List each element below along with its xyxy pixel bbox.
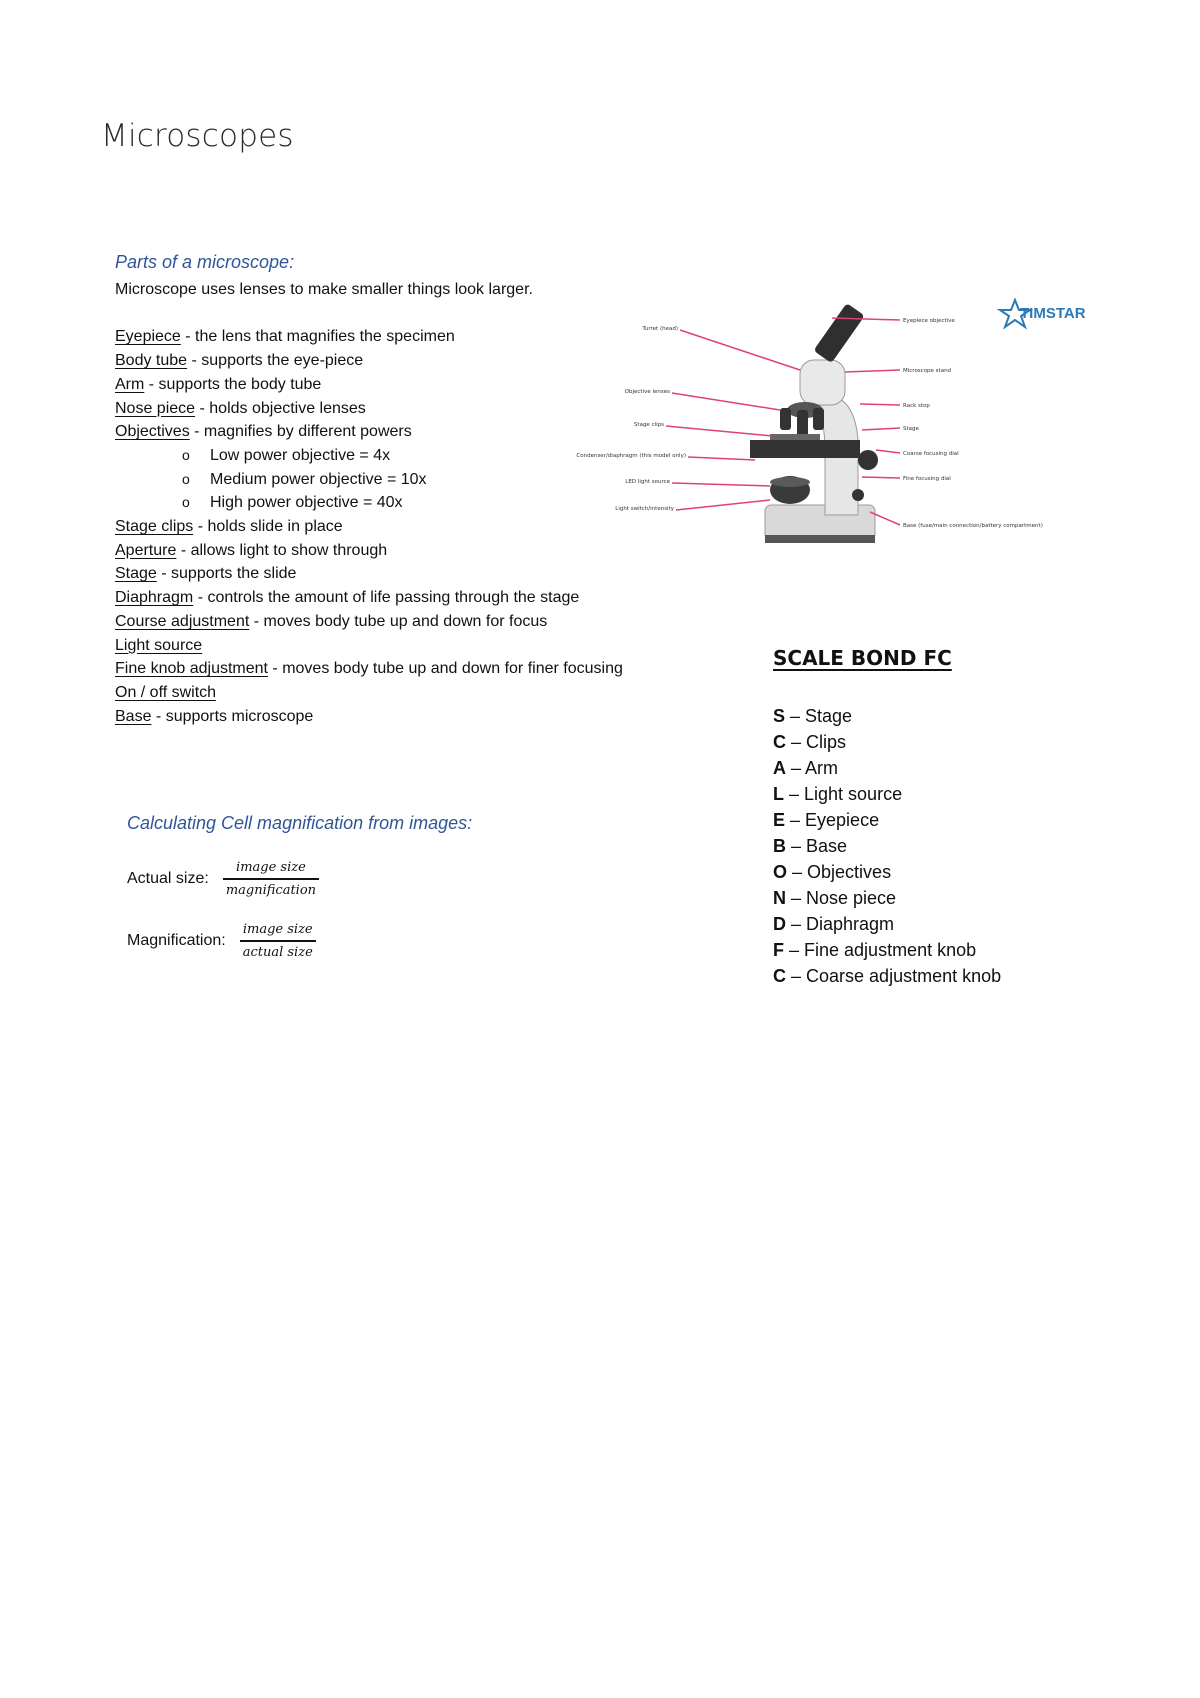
- mnemonic-letter: C: [773, 966, 786, 986]
- part-item: [115, 397, 623, 421]
- figure-label: Light switch/intensity: [615, 506, 674, 512]
- part-item: [115, 562, 623, 586]
- part-term: Stage: [115, 565, 157, 583]
- part-item: [115, 420, 623, 444]
- part-desc: - allows light to show through: [176, 541, 388, 559]
- mnemonic-item: [773, 833, 1001, 859]
- part-term: Arm: [115, 375, 145, 393]
- part-term: On / off switch: [115, 683, 217, 701]
- mnemonic-letter: S: [773, 706, 786, 726]
- microscope-stage: [750, 440, 860, 458]
- mnemonic-word: Eyepiece: [805, 810, 880, 830]
- part-term: Course adjustment: [115, 612, 250, 630]
- fraction-denominator: magnification: [225, 882, 317, 898]
- formula-label: Magnification:: [127, 931, 226, 949]
- objective-text: High power objective = 40x: [210, 494, 403, 512]
- mnemonic-item: [773, 859, 1001, 885]
- mnemonic-dash: –: [787, 862, 808, 882]
- figure-label: Turret (head): [642, 326, 678, 332]
- part-item: [115, 586, 623, 610]
- part-desc: - moves body tube up and down for focus: [249, 612, 548, 630]
- mnemonic-item: [773, 807, 1001, 833]
- mnemonic-item: [773, 937, 1001, 963]
- parts-intro: Microscope uses lenses to make smaller things look larger.: [115, 281, 533, 298]
- microscope-head: [800, 360, 845, 405]
- mnemonic-word: Stage: [805, 706, 853, 726]
- figure-label: Eyepiece objective: [903, 318, 955, 324]
- part-item: [115, 705, 623, 729]
- part-term: Fine knob adjustment: [115, 660, 268, 678]
- part-desc: - supports the body tube: [144, 375, 322, 393]
- figure-label: Objective lenses: [624, 389, 670, 395]
- part-desc: - the lens that magnifies the specimen: [180, 328, 455, 346]
- mnemonic-dash: –: [786, 732, 807, 752]
- objective-lens: [813, 408, 824, 430]
- part-item: [115, 373, 623, 397]
- mnemonic-word: Nose piece: [806, 888, 897, 908]
- figure-label: LED light source: [625, 479, 670, 485]
- figure-label: Stage clips: [633, 422, 664, 428]
- part-desc: - controls the amount of life passing through the stage: [193, 589, 580, 607]
- mnemonic-list: [773, 703, 1001, 989]
- mnemonic-item: [773, 729, 1001, 755]
- part-desc: - holds objective lenses: [195, 399, 366, 417]
- fraction-numerator: image size: [236, 860, 306, 875]
- blank-line: [115, 302, 623, 326]
- fraction-denominator: actual size: [242, 944, 313, 960]
- mnemonic-dash: –: [784, 940, 805, 960]
- part-desc: - supports the eye-piece: [187, 352, 364, 370]
- mnemonic-title: SCALE BOND FC: [773, 646, 952, 670]
- mnemonic-item: [773, 885, 1001, 911]
- bullet-icon: o: [182, 470, 190, 487]
- mnemonic-word: Objectives: [807, 862, 892, 882]
- figure-label: Condenser/diaphragm (this model only): [576, 453, 686, 459]
- parts-list: [115, 278, 623, 728]
- part-item: [115, 634, 623, 658]
- eyepiece-tube: [813, 303, 864, 363]
- timstar-logo: [1000, 300, 1086, 327]
- figure-label: Coarse focusing dial: [903, 451, 959, 457]
- mnemonic-dash: –: [784, 784, 805, 804]
- mnemonic-dash: –: [786, 758, 806, 778]
- part-term: Diaphragm: [115, 589, 194, 607]
- objective-text: Low power objective = 4x: [210, 446, 391, 464]
- figure-label: Stage: [903, 426, 919, 432]
- fraction: [223, 860, 319, 898]
- mnemonic-letter: B: [773, 836, 786, 856]
- magnification-formula: [127, 922, 316, 960]
- brand-text: TIMSTAR: [1020, 305, 1086, 322]
- objective-text: Medium power objective = 10x: [210, 470, 427, 488]
- mnemonic-dash: –: [786, 966, 807, 986]
- fraction: [240, 922, 316, 960]
- objectives-sublist: [115, 444, 623, 515]
- mnemonic-letter: F: [773, 940, 784, 960]
- mnemonic-word: Light source: [804, 784, 903, 804]
- mnemonic-dash: –: [786, 888, 807, 908]
- mnemonic-letter: C: [773, 732, 786, 752]
- mnemonic-dash: –: [786, 836, 807, 856]
- mnemonic-item: [773, 755, 1001, 781]
- part-item: [115, 539, 623, 563]
- mnemonic-item: [773, 963, 1001, 989]
- actual-size-formula: [127, 860, 319, 898]
- mnemonic-item: [773, 703, 1001, 729]
- mnemonic-word: Clips: [806, 732, 847, 752]
- mnemonic-item: [773, 911, 1001, 937]
- mnemonic-dash: –: [785, 706, 806, 726]
- figure-label: Microscope stand: [903, 368, 952, 374]
- part-item: [115, 325, 623, 349]
- calc-heading: Calculating Cell magnification from images:: [127, 813, 473, 833]
- part-desc: - supports microscope: [151, 707, 314, 725]
- figure-labels-right: [903, 318, 1043, 529]
- mnemonic-word: Base: [806, 836, 848, 856]
- microscope-diagram: [576, 300, 1100, 580]
- figure-label: Fine focusing dial: [903, 476, 951, 482]
- part-desc: - magnifies by different powers: [189, 423, 412, 441]
- bullet-icon: o: [182, 446, 190, 463]
- mnemonic-word: Fine adjustment knob: [804, 940, 977, 960]
- fraction-bar: [240, 940, 316, 942]
- part-item: [115, 610, 623, 634]
- part-desc: - supports the slide: [156, 565, 297, 583]
- fraction-bar: [223, 878, 319, 880]
- part-term: Nose piece: [115, 399, 196, 417]
- base-foot: [765, 535, 875, 543]
- mnemonic-dash: –: [785, 810, 806, 830]
- mnemonic-letter: D: [773, 914, 786, 934]
- part-term: Light source: [115, 636, 203, 654]
- formula-label: Actual size:: [127, 869, 209, 887]
- part-term: Objectives: [115, 423, 190, 441]
- mnemonic-word: Diaphragm: [806, 914, 895, 934]
- part-item: [115, 349, 623, 373]
- objectives-sublist-wrap: [115, 444, 623, 515]
- part-desc: - holds slide in place: [193, 518, 343, 536]
- mnemonic-letter: A: [773, 758, 786, 778]
- fine-focus-knob: [852, 489, 864, 501]
- mnemonic-word: Coarse adjustment knob: [806, 966, 1002, 986]
- objective-item: [115, 468, 623, 492]
- mnemonic-item: [773, 781, 1001, 807]
- part-term: Base: [115, 707, 152, 725]
- objective-lens: [780, 408, 791, 430]
- part-item: [115, 515, 623, 539]
- part-item: [115, 657, 623, 681]
- mnemonic-dash: –: [786, 914, 807, 934]
- mnemonic-letter: N: [773, 888, 786, 908]
- mnemonic-letter: E: [773, 810, 786, 830]
- objective-item: [115, 491, 623, 515]
- objective-lens: [797, 410, 808, 436]
- parts-heading: Parts of a microscope:: [115, 252, 295, 272]
- bullet-icon: o: [182, 494, 190, 511]
- coarse-focus-knob: [858, 450, 878, 470]
- objective-item: [115, 444, 623, 468]
- mnemonic-letter: O: [773, 862, 788, 882]
- fraction-numerator: image size: [242, 922, 313, 937]
- part-desc: - moves body tube up and down for finer focusing: [267, 660, 623, 678]
- figure-label: Base (fuse/main connection/battery compartment): [903, 523, 1043, 529]
- figure-label: Rack stop: [903, 403, 930, 409]
- mnemonic-letter: L: [773, 784, 784, 804]
- part-item: [115, 681, 623, 705]
- page-title: Microscopes: [101, 118, 294, 154]
- stage-clips: [770, 434, 820, 440]
- mnemonic-word: Arm: [805, 758, 839, 778]
- part-term: Body tube: [115, 352, 188, 370]
- part-term: Stage clips: [115, 518, 194, 536]
- part-term: Eyepiece: [115, 328, 181, 346]
- part-term: Aperture: [115, 541, 177, 559]
